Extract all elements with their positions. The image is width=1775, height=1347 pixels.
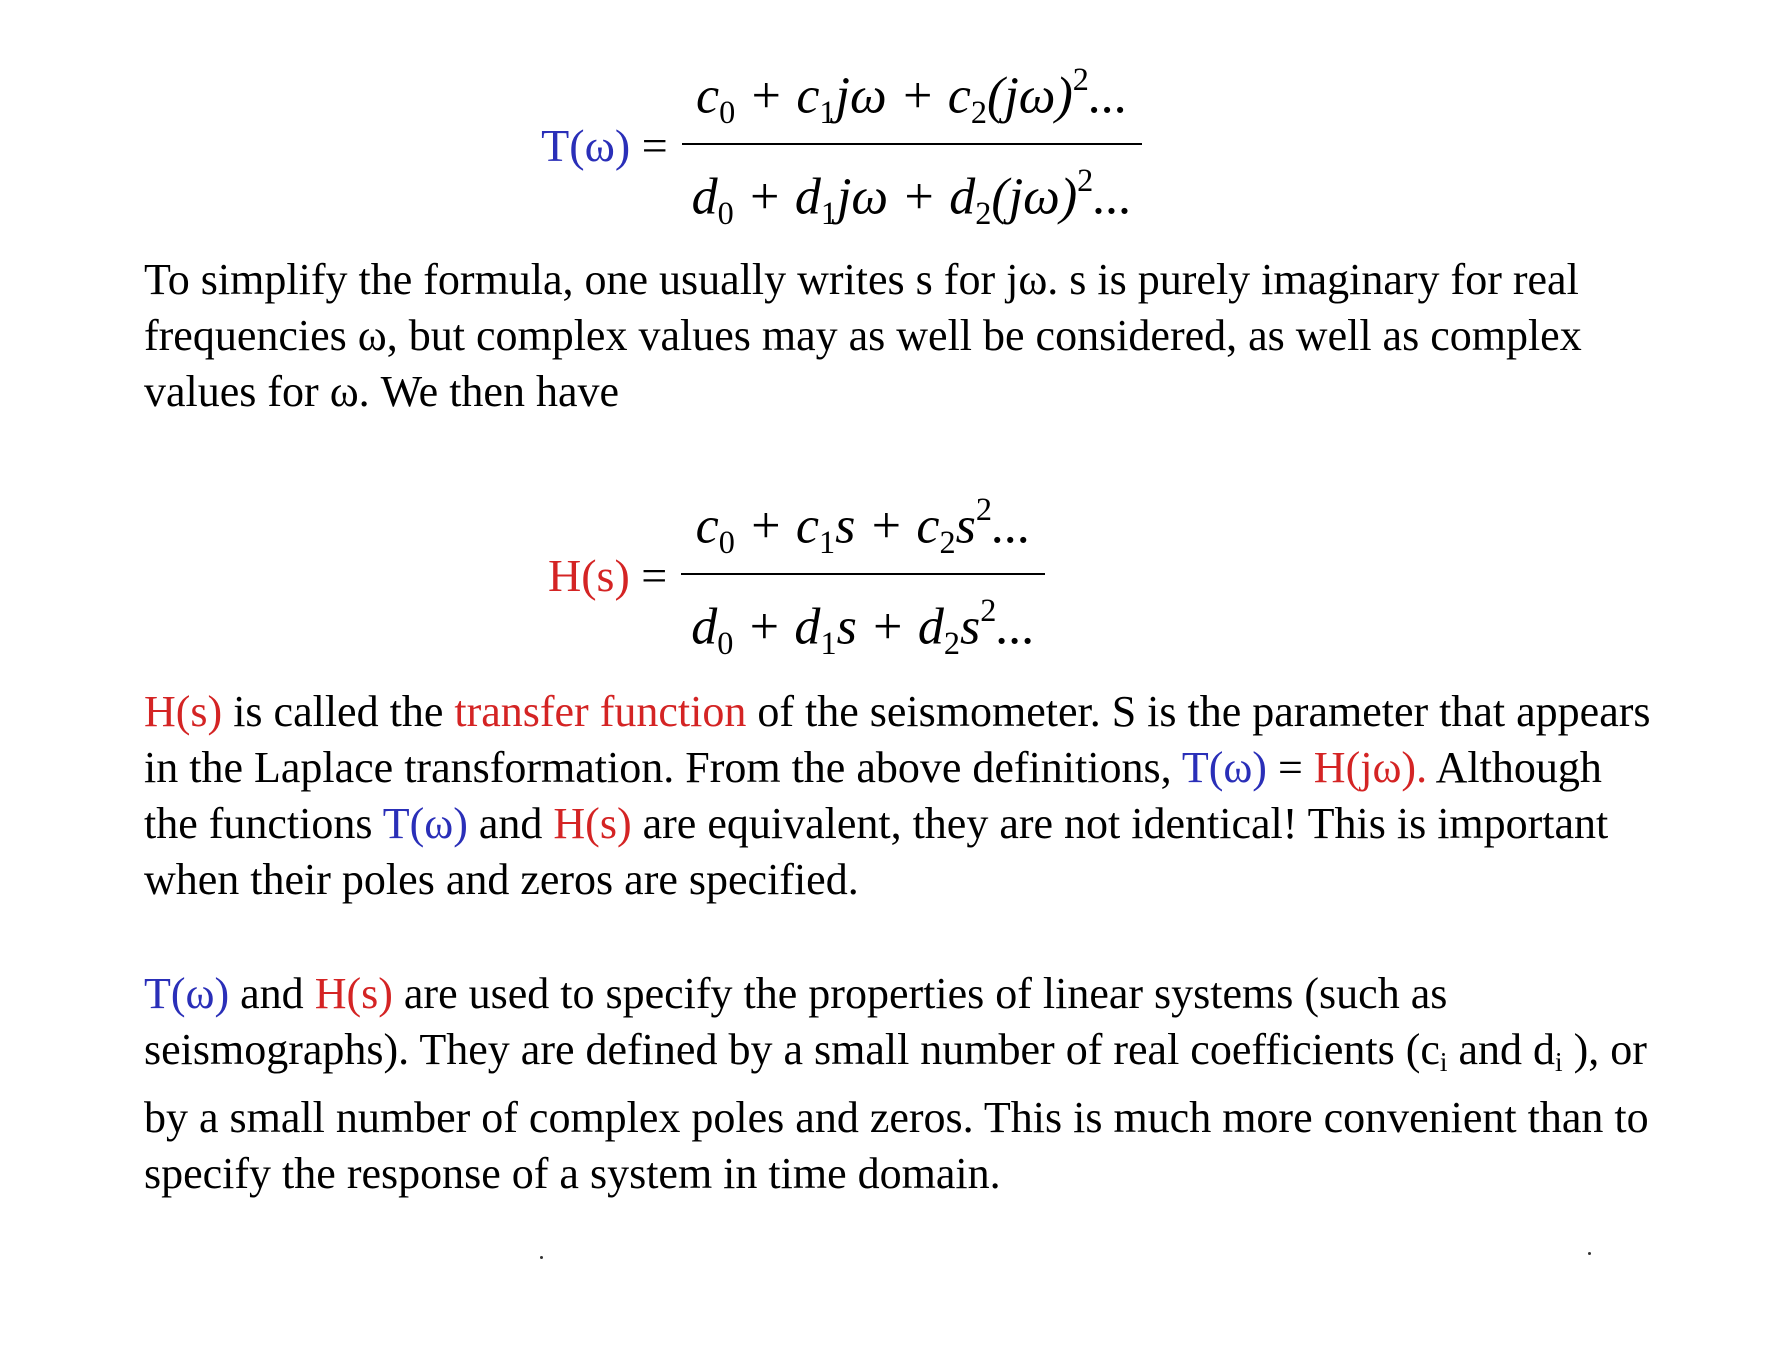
- denominator: $d_0 + d_1j\omega + d_2(j\omega)^2$...: [691, 161, 1133, 231]
- denominator: $d_0 + d_1s + d_2s^2$...: [691, 591, 1036, 661]
- equation-t-omega: [496, 50, 1142, 242]
- numerator: $c_0 + c_1j\omega + c_2(j\omega)^2$...: [696, 61, 1128, 130]
- scan-speck: [540, 1256, 543, 1259]
- h-s-term: H(s): [144, 687, 223, 736]
- equation-h-s: [502, 480, 1045, 672]
- h-s-symbol: H(s): [548, 550, 630, 602]
- h-j-omega-term: H(jω).: [1313, 743, 1428, 792]
- fraction-bar: [681, 573, 1045, 575]
- scan-speck: [1588, 1252, 1591, 1255]
- numerator: $c_0 + c_1s + c_2s^2$...: [695, 491, 1032, 560]
- paragraph-linear-systems: T(ω) and H(s) are used to specify the properties of linear systems (such as seismographs). They are defined by a small number of real coefficients (ci and di ), or by a small number of complex poles and zeros. This is much more convenient than to specify the response of a system in time domain.: [144, 969, 1649, 1198]
- h-s-term: H(s): [314, 969, 393, 1018]
- equals-sign: =: [629, 550, 668, 602]
- paragraph-transfer-function: H(s) is called the transfer function of the seismometer. S is the parameter that appears in the Laplace transformation. From the above definitions, T(ω) = H(jω). Although the functions T(ω) and H(s) are equivalent, they are not identical! This is important when their poles and zeros are specified.: [144, 687, 1651, 904]
- t-omega-term: T(ω): [382, 799, 468, 848]
- t-omega-term: T(ω): [1181, 743, 1267, 792]
- paragraph-simplify: To simplify the formula, one usually writes s for jω. s is purely imaginary for real frequencies ω, but complex values may as well be considered, as well as complex values for ω. We then have: [144, 255, 1582, 416]
- equation-label: [496, 66, 668, 225]
- equation-label: [502, 496, 667, 655]
- h-s-term: H(s): [553, 799, 632, 848]
- t-omega-term: T(ω): [144, 969, 230, 1018]
- fraction-bar: [682, 143, 1143, 145]
- transfer-function-term: transfer function: [454, 687, 747, 736]
- fraction: [681, 480, 1045, 672]
- t-omega-symbol: T(ω): [541, 120, 631, 172]
- equals-sign: =: [630, 120, 668, 172]
- fraction: [682, 50, 1143, 242]
